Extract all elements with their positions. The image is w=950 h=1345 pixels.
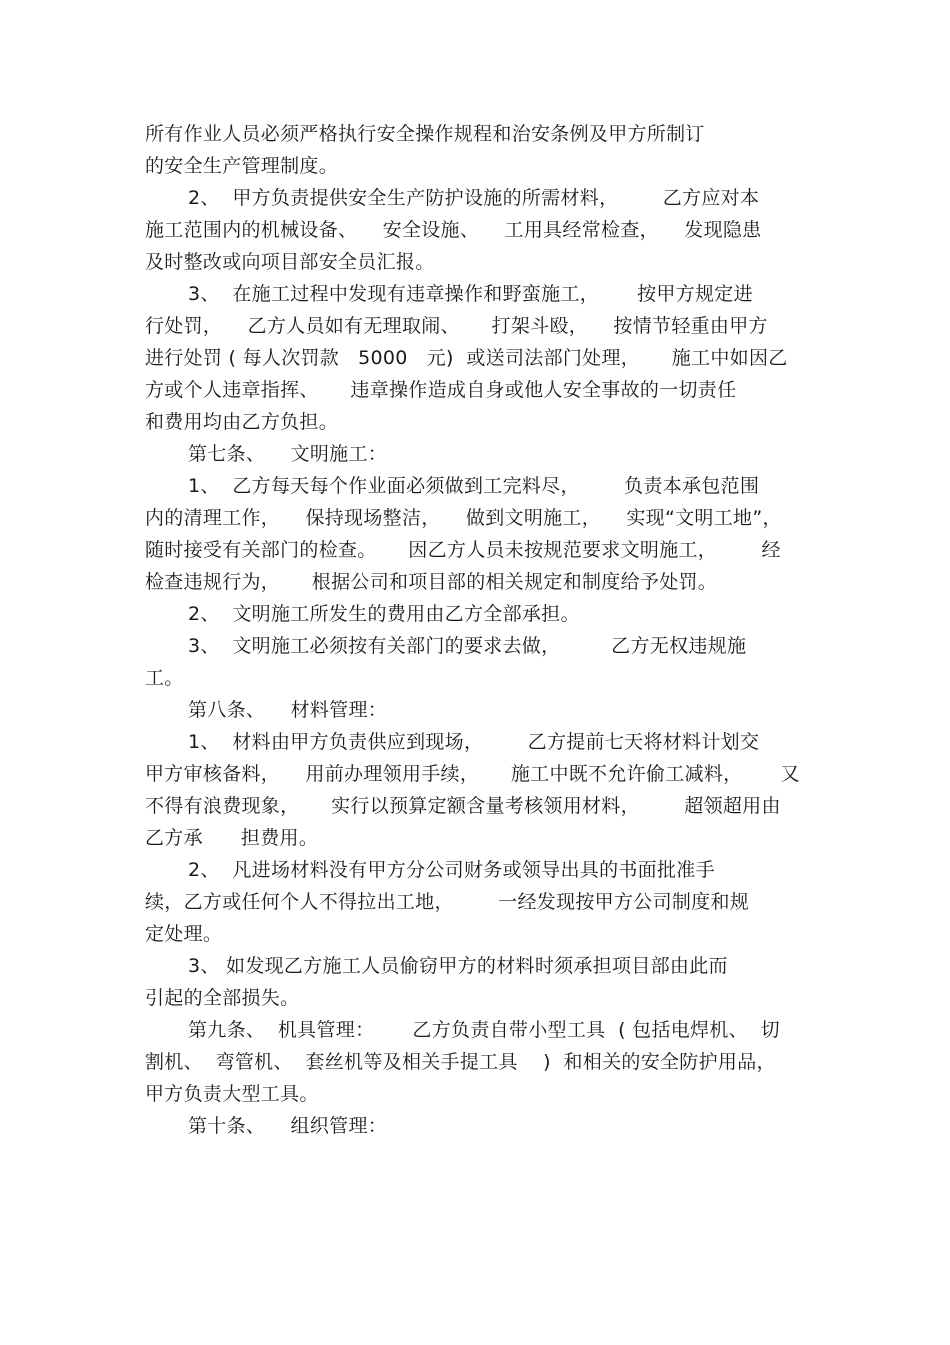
- section-heading: 第七条、 文明施工：: [188, 443, 388, 465]
- text-line: 不得有浪费现象， 实行以预算定额含量考核领用材料， 超领超用由: [145, 795, 781, 817]
- section-heading: 第八条、 材料管理：: [188, 699, 388, 721]
- text-line: 所有作业人员必须严格执行安全操作规程和治安条例及甲方所制订: [145, 123, 705, 145]
- text-line: 随时接受有关部门的检查。 因乙方人员未按规范要求文明施工， 经: [145, 539, 781, 561]
- text-line: 工。: [145, 667, 184, 689]
- section-heading: 第十条、 组织管理：: [188, 1115, 388, 1137]
- text-line: 检查违规行为， 根据公司和项目部的相关规定和制度给予处罚。: [145, 571, 718, 593]
- text-line: 割机、 弯管机、 套丝机等及相关手提工具 ) 和相关的安全防护用品，: [145, 1051, 776, 1073]
- text-line: 和费用均由乙方负担。: [145, 411, 339, 433]
- text-line: 3、 如发现乙方施工人员偷窃甲方的材料时须承担项目部由此而: [188, 955, 728, 977]
- section-heading: 第九条、 机具管理： 乙方负责自带小型工具 ( 包括电焊机、 切: [188, 1019, 780, 1041]
- text-line: 定处理。: [145, 923, 223, 945]
- text-line: 2、 文明施工所发生的费用由乙方全部承担。: [188, 603, 580, 625]
- text-line: 引起的全部损失。: [145, 987, 300, 1009]
- text-line: 乙方承 担费用。: [145, 827, 319, 849]
- text-line: 甲方负责大型工具。: [145, 1083, 319, 1105]
- text-line: 续，乙方或任何个人不得拉出工地， 一经发现按甲方公司制度和规: [145, 891, 750, 913]
- text-line: 3、 在施工过程中发现有违章操作和野蛮施工， 按甲方规定进: [188, 283, 753, 305]
- text-line: 2、 凡进场材料没有甲方分公司财务或领导出具的书面批准手: [188, 859, 715, 881]
- text-line: 方或个人违章指挥、 违章操作造成自身或他人安全事故的一切责任: [145, 379, 737, 401]
- text-line: 内的清理工作， 保持现场整洁， 做到文明施工， 实现“文明工地”，: [145, 507, 782, 529]
- text-line: 2、 甲方负责提供安全生产防护设施的所需材料， 乙方应对本: [188, 187, 760, 209]
- text-line: 及时整改或向项目部安全员汇报。: [145, 251, 435, 273]
- text-line: 行处罚， 乙方人员如有无理取闹、 打架斗殴， 按情节轻重由甲方: [145, 315, 768, 337]
- text-line: 1、 乙方每天每个作业面必须做到工完料尽， 负责本承包范围: [188, 475, 760, 497]
- text-line: 甲方审核备料， 用前办理领用手续， 施工中既不允许偷工减料， 又: [145, 763, 800, 785]
- text-line: 施工范围内的机械设备、 安全设施、 工用具经常检查， 发现隐患: [145, 219, 762, 241]
- text-line: 的安全生产管理制度。: [145, 155, 339, 177]
- text-line: 3、 文明施工必须按有关部门的要求去做， 乙方无权违规施: [188, 635, 747, 657]
- text-line: 1、 材料由甲方负责供应到现场， 乙方提前七天将材料计划交: [188, 731, 760, 753]
- text-line: 进行处罚 ( 每人次罚款 5000 元) 或送司法部门处理， 施工中如因乙: [145, 347, 788, 369]
